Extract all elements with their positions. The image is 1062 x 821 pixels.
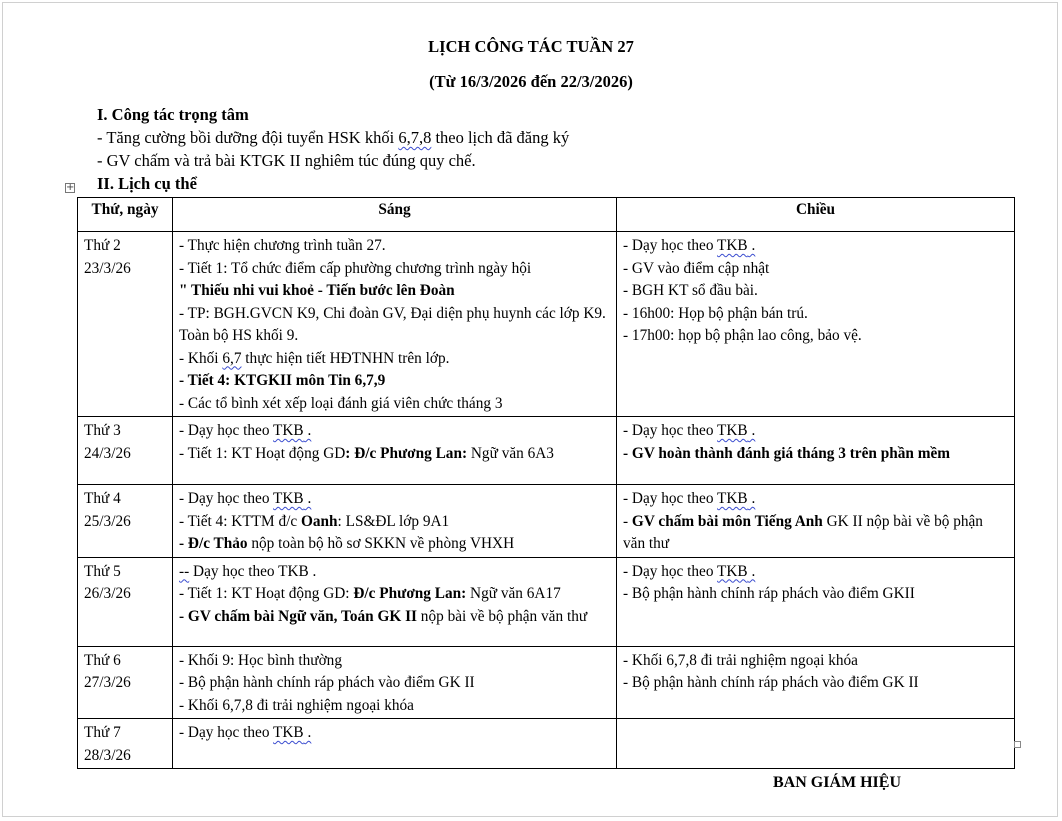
tkb-dot: . bbox=[303, 422, 312, 439]
morning-line bbox=[179, 511, 610, 534]
section-1-heading: I. Công tác trọng tâm bbox=[97, 105, 249, 124]
afternoon-line: - GV hoàn thành đánh giá tháng 3 trên phần mềm bbox=[623, 444, 950, 462]
morning-text: - GV chấm bài Ngữ văn, Toán GK II bbox=[179, 607, 417, 625]
tkb-word: TKB bbox=[717, 562, 748, 580]
morning-text: - Khối bbox=[179, 349, 223, 367]
morning-text: - Tiết 4: KTTM đ/c bbox=[179, 512, 301, 530]
table-row bbox=[78, 557, 1015, 646]
table-row bbox=[78, 232, 1015, 417]
afternoon-line: - 17h00: họp bộ phận lao công, bảo vệ. bbox=[623, 327, 862, 344]
morning-line bbox=[179, 443, 610, 466]
morning-cell bbox=[173, 232, 617, 417]
day-cell bbox=[78, 232, 173, 417]
morning-line bbox=[179, 561, 610, 584]
focus-item-1-grades: 6,7,8 bbox=[398, 128, 432, 147]
table-row bbox=[78, 485, 1015, 558]
morning-text: nộp bài về bộ phận văn thư bbox=[416, 607, 588, 625]
tkb-prefix: Dạy học theo bbox=[631, 490, 718, 507]
tkb-word: TKB bbox=[717, 490, 748, 507]
afternoon-cell bbox=[617, 485, 1015, 558]
morning-text: nộp toàn bộ hồ sơ SKKN về phòng VHXH bbox=[247, 535, 515, 552]
morning-cell bbox=[173, 646, 617, 719]
document-subtitle: (Từ 16/3/2026 đến 22/3/2026) bbox=[429, 72, 633, 91]
morning-line: - Dạy học theo TKB . bbox=[179, 422, 312, 439]
table-header-row bbox=[78, 198, 1015, 232]
morning-line: - Tiết 1: Tổ chức điểm cấp phường chương trình ngày hội bbox=[179, 259, 532, 277]
morning-text: - Tiết 1: KT Hoạt động GD bbox=[179, 444, 346, 462]
table-move-handle-icon[interactable]: + bbox=[66, 182, 75, 193]
afternoon-line: - Dạy học theo TKB . bbox=[623, 422, 756, 439]
tkb-word: TKB bbox=[273, 490, 304, 507]
afternoon-line: - 16h00: Họp bộ phận bán trú. bbox=[623, 304, 808, 322]
morning-line: - Các tổ bình xét xếp loại đánh giá viên chức tháng 3 bbox=[179, 394, 503, 412]
afternoon-text: GK II nộp bài về bộ phận văn thư bbox=[623, 512, 983, 552]
focus-item-1-text-a: - Tăng cường bồi dưỡng đội tuyển HSK khối bbox=[97, 128, 399, 147]
day-cell bbox=[78, 646, 173, 719]
morning-text: Ngữ văn 6A3 bbox=[467, 444, 554, 462]
afternoon-line: - Bộ phận hành chính ráp phách vào điểm GKII bbox=[623, 585, 915, 602]
morning-cell bbox=[173, 417, 617, 485]
afternoon-cell bbox=[617, 557, 1015, 646]
focus-item-2: - GV chấm và trả bài KTGK II nghiêm túc đúng quy chế. bbox=[97, 151, 476, 170]
morning-text: -- bbox=[179, 562, 190, 580]
morning-line: - Bộ phận hành chính ráp phách vào điểm GK II bbox=[179, 674, 475, 691]
day-cell bbox=[78, 719, 173, 769]
morning-line bbox=[179, 583, 610, 606]
header-afternoon: Chiều bbox=[617, 198, 1015, 232]
day-label: Thứ 4 bbox=[84, 490, 121, 507]
afternoon-line: - Khối 6,7,8 đi trải nghiệm ngoại khóa bbox=[623, 651, 858, 669]
day-date: 24/3/26 bbox=[84, 444, 131, 462]
morning-line: - Khối 9: Học bình thường bbox=[179, 651, 342, 669]
morning-text: Oanh bbox=[300, 512, 338, 530]
day-date: 27/3/26 bbox=[84, 674, 131, 691]
morning-line bbox=[179, 606, 610, 629]
morning-text: : Đ/c Phương Lan: bbox=[345, 444, 468, 462]
focus-item-1-text-b: theo lịch đã đăng ký bbox=[431, 128, 570, 147]
day-date: 23/3/26 bbox=[84, 259, 131, 277]
morning-text: - Đ/c Thảo bbox=[179, 535, 248, 552]
tkb-prefix: Dạy học theo bbox=[187, 490, 274, 507]
tkb-prefix: Dạy học theo bbox=[631, 562, 718, 580]
table-row bbox=[78, 719, 1015, 769]
day-date: 25/3/26 bbox=[84, 512, 131, 530]
day-cell bbox=[78, 557, 173, 646]
morning-cell bbox=[173, 557, 617, 646]
table-row bbox=[78, 417, 1015, 485]
morning-text: : LS&ĐL lớp 9A1 bbox=[337, 512, 450, 530]
tkb-dot: . bbox=[747, 490, 756, 507]
tkb-word: TKB bbox=[717, 237, 748, 254]
tkb-dot: . bbox=[747, 562, 756, 580]
afternoon-cell bbox=[617, 417, 1015, 485]
tkb-prefix: Dạy học theo bbox=[631, 422, 718, 439]
day-cell bbox=[78, 485, 173, 558]
morning-line: " Thiếu nhi vui khoẻ - Tiến bước lên Đoàn bbox=[179, 282, 455, 299]
header-morning: Sáng bbox=[173, 198, 617, 232]
day-label: Thứ 6 bbox=[84, 651, 121, 669]
tkb-word: TKB bbox=[717, 422, 748, 439]
morning-line bbox=[179, 533, 610, 556]
afternoon-line: - Dạy học theo TKB . bbox=[623, 490, 756, 507]
table-resize-handle[interactable] bbox=[1014, 741, 1021, 748]
morning-line bbox=[179, 348, 610, 371]
schedule-table bbox=[77, 197, 1015, 769]
afternoon-line: - Bộ phận hành chính ráp phách vào điểm GK II bbox=[623, 674, 919, 691]
afternoon-cell bbox=[617, 646, 1015, 719]
tkb-prefix: Dạy học theo bbox=[631, 237, 718, 254]
day-label: Thứ 7 bbox=[84, 724, 121, 741]
focus-item-1 bbox=[97, 128, 569, 148]
section-2-heading: II. Lịch cụ thể bbox=[97, 174, 197, 193]
table-row bbox=[78, 646, 1015, 719]
afternoon-text: - bbox=[623, 512, 632, 530]
morning-cell bbox=[173, 485, 617, 558]
afternoon-line: - GV vào điểm cập nhật bbox=[623, 259, 770, 277]
day-label: Thứ 3 bbox=[84, 422, 121, 439]
morning-text: - Tiết 1: KT Hoạt động GD: bbox=[179, 585, 354, 602]
tkb-dot: . bbox=[747, 422, 756, 439]
day-date: 28/3/26 bbox=[84, 746, 131, 764]
afternoon-cell bbox=[617, 719, 1015, 769]
morning-line: - Dạy học theo TKB . bbox=[179, 724, 312, 741]
morning-line: - Thực hiện chương trình tuần 27. bbox=[179, 237, 386, 254]
signature-label: BAN GIÁM HIỆU bbox=[773, 774, 902, 791]
tkb-dot: . bbox=[747, 237, 756, 254]
document-title: LỊCH CÔNG TÁC TUẦN 27 bbox=[428, 37, 634, 56]
tkb-prefix: Dạy học theo bbox=[187, 724, 274, 741]
morning-line: - Dạy học theo TKB . bbox=[179, 490, 312, 507]
morning-text: Ngữ văn 6A17 bbox=[466, 585, 561, 602]
morning-text: Dạy học theo TKB . bbox=[189, 562, 317, 580]
afternoon-line bbox=[623, 511, 1008, 556]
tkb-word: TKB bbox=[273, 724, 304, 741]
morning-line: - Tiết 4: KTGKII môn Tin 6,7,9 bbox=[179, 372, 386, 389]
afternoon-line: - Dạy học theo TKB . bbox=[623, 562, 756, 580]
morning-cell bbox=[173, 719, 617, 769]
morning-text: thực hiện tiết HĐTNHN trên lớp. bbox=[241, 349, 450, 367]
tkb-dot: . bbox=[303, 490, 312, 507]
morning-text: 6,7 bbox=[222, 349, 242, 367]
morning-text: Đ/c Phương Lan: bbox=[353, 585, 467, 602]
afternoon-text: GV chấm bài môn Tiếng Anh bbox=[631, 512, 823, 530]
tkb-dot: . bbox=[303, 724, 312, 741]
afternoon-line: - Dạy học theo TKB . bbox=[623, 237, 756, 254]
afternoon-cell bbox=[617, 232, 1015, 417]
tkb-prefix: Dạy học theo bbox=[187, 422, 274, 439]
tkb-word: TKB bbox=[273, 422, 304, 439]
afternoon-line: - BGH KT sổ đầu bài. bbox=[623, 282, 758, 299]
morning-line: - Khối 6,7,8 đi trải nghiệm ngoại khóa bbox=[179, 696, 414, 714]
header-day: Thứ, ngày bbox=[78, 198, 173, 232]
morning-line: - TP: BGH.GVCN K9, Chi đoàn GV, Đại diện phụ huynh các lớp K9. Toàn bộ HS khối 9. bbox=[179, 304, 606, 344]
day-label: Thứ 2 bbox=[84, 237, 121, 254]
day-date: 26/3/26 bbox=[84, 585, 131, 602]
day-label: Thứ 5 bbox=[84, 562, 121, 580]
day-cell bbox=[78, 417, 173, 485]
